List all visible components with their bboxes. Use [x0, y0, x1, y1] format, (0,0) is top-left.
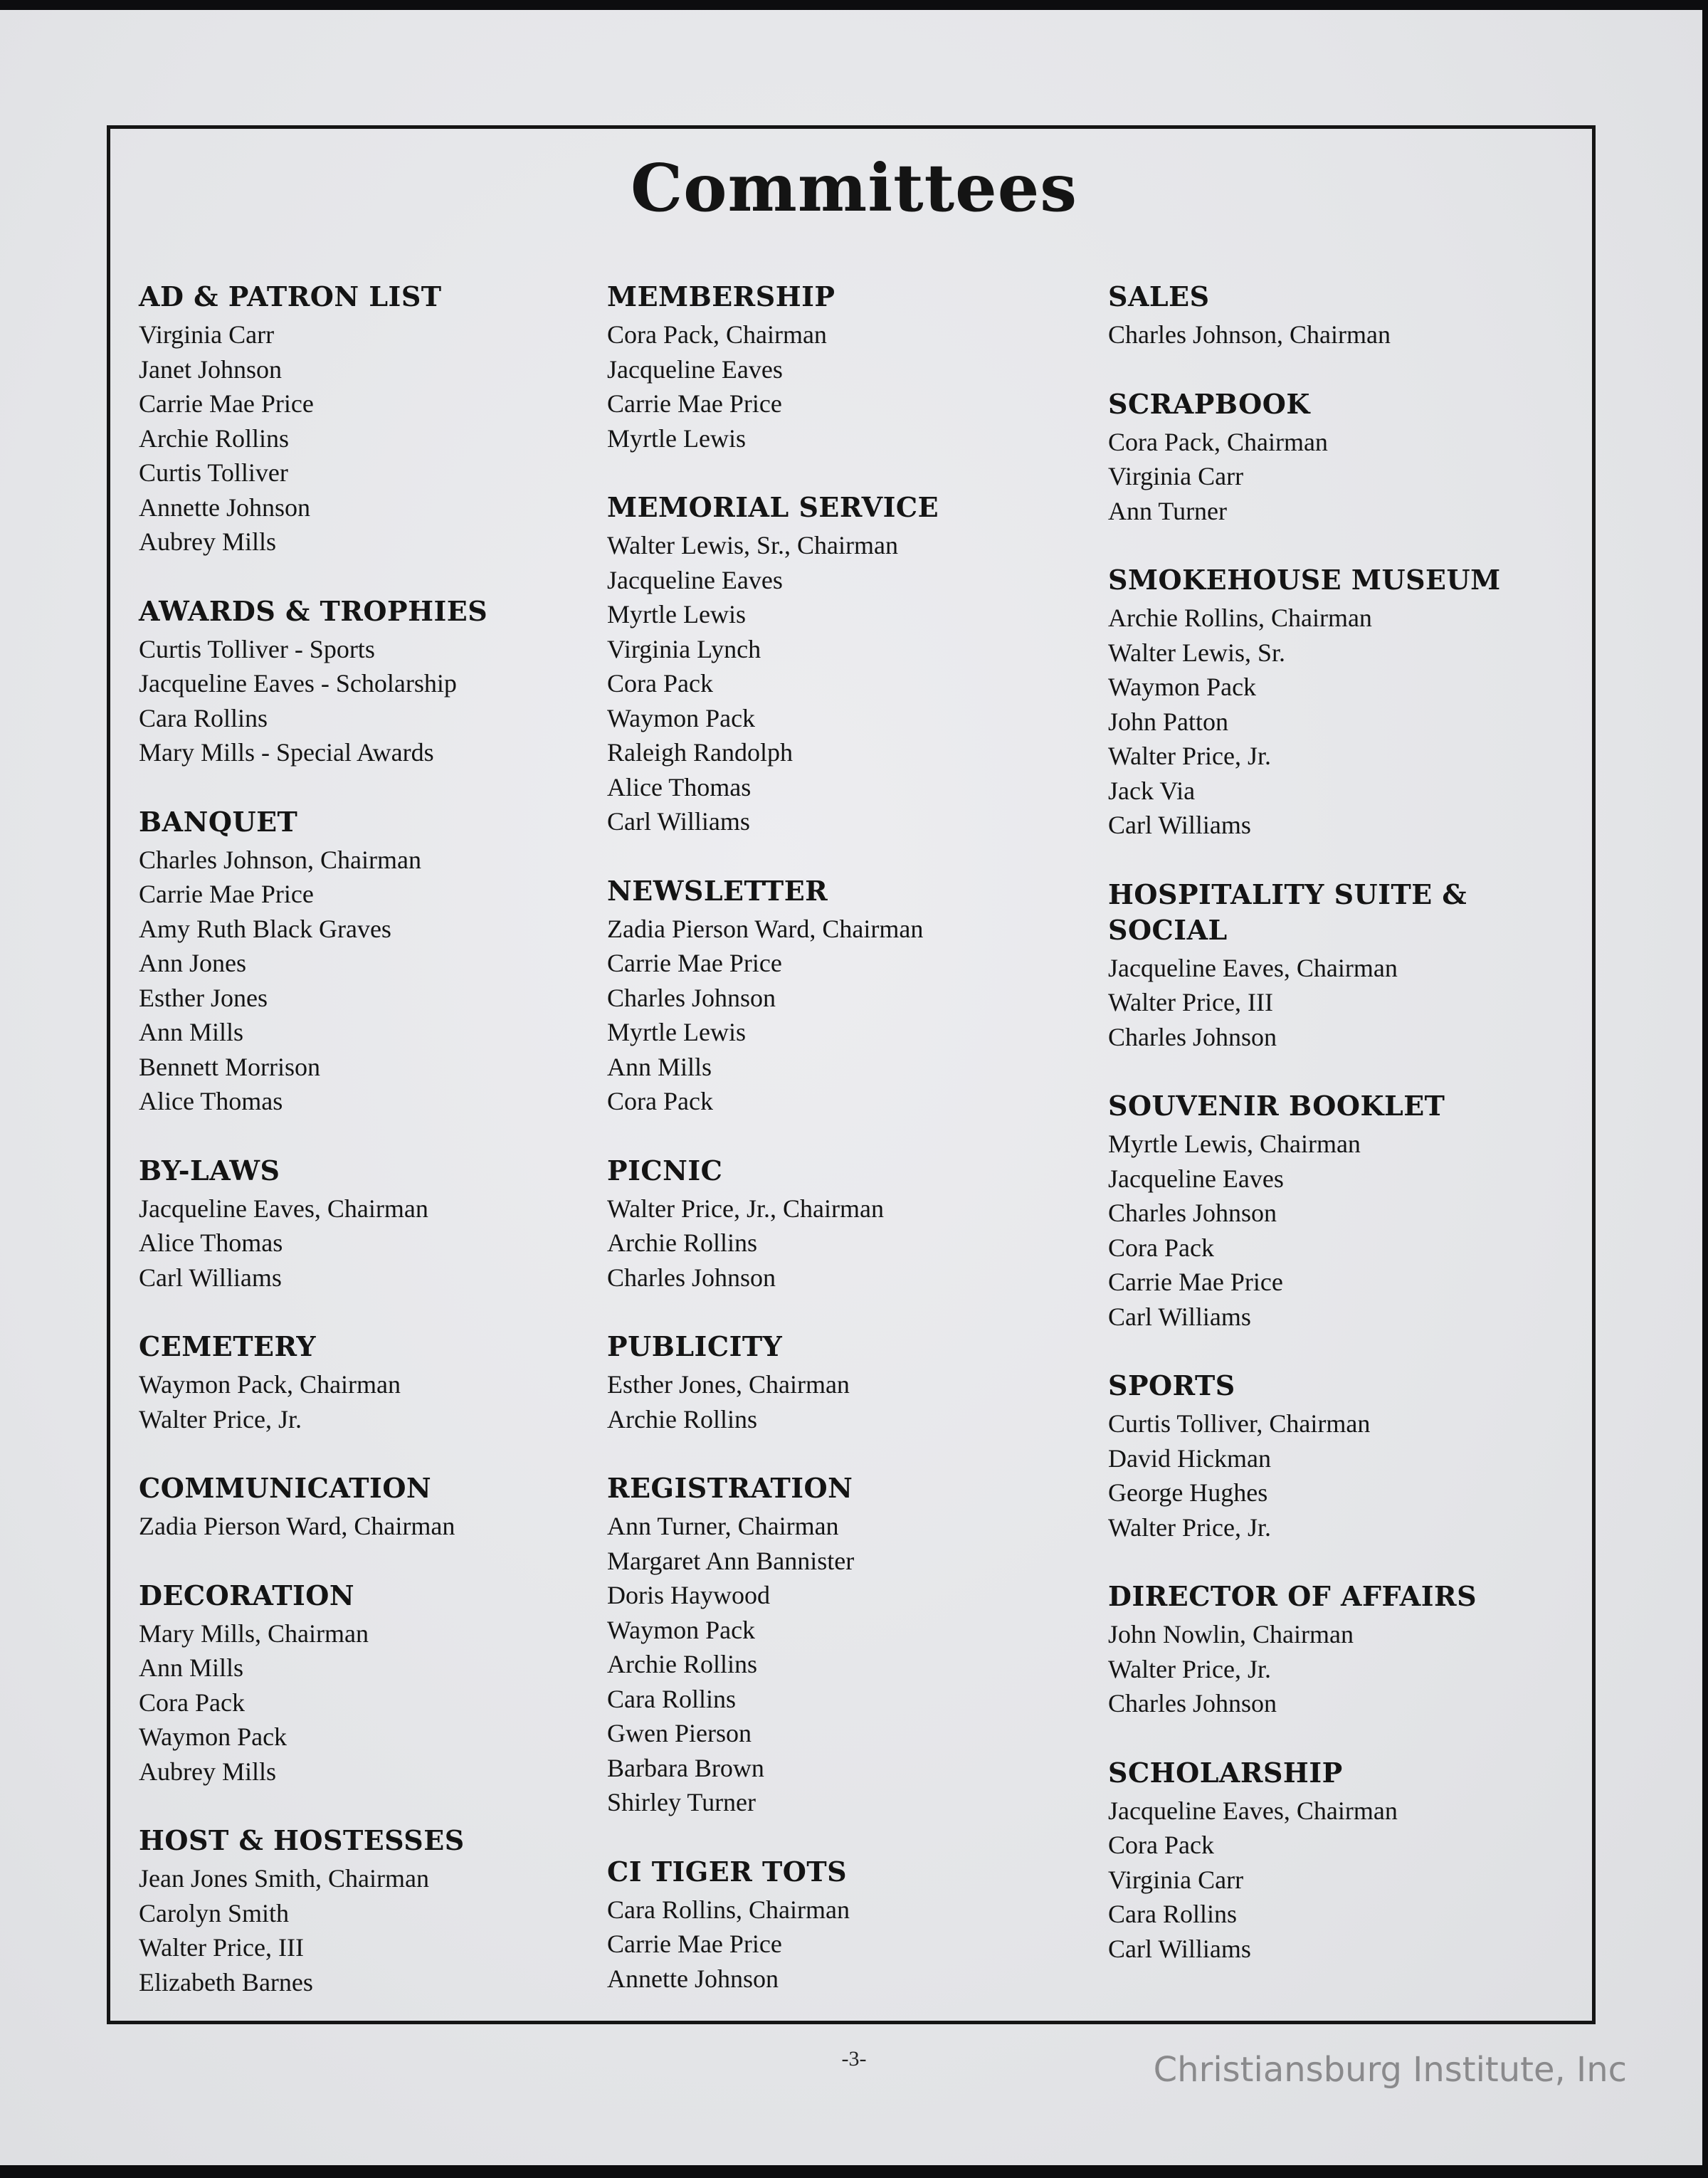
member-name: Raleigh Randolph — [607, 738, 793, 767]
member-name: Walter Lewis, Sr., Chairman — [607, 531, 899, 559]
committee-heading: MEMORIAL SERVICE — [607, 491, 939, 523]
member-name: Jacqueline Eaves — [1108, 1164, 1284, 1193]
member-name: Ann Jones — [139, 949, 246, 977]
member-name: Charles Johnson — [1108, 1199, 1277, 1227]
member-name: Cora Pack — [1108, 1233, 1214, 1262]
committee-heading: CI TIGER TOTS — [607, 1855, 848, 1888]
member-name: Annette Johnson — [139, 493, 310, 522]
committee-section — [1108, 279, 1507, 352]
member-list — [139, 632, 608, 770]
member-name: Myrtle Lewis, Chairman — [1108, 1130, 1361, 1158]
member-list — [1108, 1127, 1507, 1334]
committee-section — [607, 873, 1077, 1119]
member-list — [607, 1191, 1077, 1295]
member-name: John Nowlin, Chairman — [1108, 1620, 1354, 1648]
committee-heading: SCRAPBOOK — [1108, 387, 1310, 420]
member-name: Archie Rollins — [139, 424, 289, 453]
member-name: Charles Johnson — [1108, 1022, 1277, 1051]
member-name: Jacqueline Eaves, Chairman — [1108, 953, 1398, 982]
member-name: Ann Mills — [607, 1052, 712, 1081]
member-name: Virginia Carr — [139, 320, 275, 349]
member-name: Bennett Morrison — [139, 1052, 320, 1081]
member-name: Carrie Mae Price — [139, 389, 314, 418]
member-name: Waymon Pack, Chairman — [139, 1370, 401, 1399]
committee-section — [607, 1153, 1077, 1295]
committee-section — [1108, 877, 1507, 1055]
member-name: Zadia Pierson Ward, Chairman — [139, 1512, 455, 1540]
committee-section — [139, 1823, 608, 1999]
page-number: -3- — [841, 2047, 867, 2071]
committee-heading: BANQUET — [139, 805, 298, 838]
member-name: Curtis Tolliver - Sports — [139, 634, 375, 663]
member-name: Carolyn Smith — [139, 1898, 290, 1927]
member-name: Mary Mills - Special Awards — [139, 738, 434, 767]
member-name: Cara Rollins, Chairman — [607, 1895, 850, 1924]
committee-section — [1108, 562, 1507, 843]
committee-heading: SALES — [1108, 280, 1210, 312]
member-name: Virginia Carr — [1108, 1865, 1244, 1894]
member-name: Virginia Lynch — [607, 634, 761, 663]
committee-section — [1108, 386, 1507, 529]
committee-section — [139, 1471, 608, 1544]
member-name: Cora Pack — [1108, 1831, 1214, 1859]
member-name: Carl Williams — [139, 1263, 282, 1292]
committee-section — [139, 594, 608, 770]
member-name: Cora Pack, Chairman — [1108, 427, 1328, 456]
member-name: Curtis Tolliver, Chairman — [1108, 1409, 1371, 1438]
committee-heading: HOST & HOSTESSES — [139, 1824, 465, 1856]
member-name: Carl Williams — [1108, 811, 1251, 839]
committee-section — [607, 1854, 1077, 1996]
member-name: Amy Ruth Black Graves — [139, 914, 391, 943]
member-name: Curtis Tolliver — [139, 458, 288, 487]
member-list — [139, 843, 608, 1119]
committee-heading: CEMETERY — [139, 1330, 317, 1362]
member-name: Zadia Pierson Ward, Chairman — [607, 914, 924, 943]
committee-section — [1108, 1368, 1507, 1545]
committee-heading: PICNIC — [607, 1154, 723, 1187]
committee-heading: AD & PATRON LIST — [139, 280, 442, 312]
member-list — [607, 1367, 1077, 1436]
watermark-text: Christiansburg Institute, Inc — [1153, 2050, 1627, 2090]
member-name: Aubrey Mills — [139, 527, 276, 556]
member-name: Archie Rollins — [607, 1229, 757, 1257]
page-title: Committees — [630, 149, 1078, 226]
member-name: Waymon Pack — [139, 1722, 288, 1751]
committee-heading: REGISTRATION — [607, 1472, 853, 1504]
member-name: David Hickman — [1108, 1443, 1271, 1473]
committee-section — [1108, 1755, 1507, 1967]
committee-section — [139, 1153, 608, 1295]
member-name: Ann Mills — [139, 1018, 244, 1046]
committee-heading: COMMUNICATION — [139, 1472, 432, 1504]
member-name: Carl Williams — [607, 807, 750, 836]
member-name: Charles Johnson, Chairman — [1108, 320, 1391, 349]
member-name: Jacqueline Eaves, Chairman — [139, 1194, 428, 1223]
member-name: Elizabeth Barnes — [139, 1967, 313, 1996]
member-name: Gwen Pierson — [607, 1719, 752, 1747]
member-name: Jacqueline Eaves — [607, 354, 783, 384]
committee-section — [607, 1471, 1077, 1820]
member-name: Charles Johnson — [607, 983, 776, 1012]
committee-heading: SOUVENIR BOOKLET — [1108, 1090, 1445, 1122]
member-name: Carrie Mae Price — [607, 949, 782, 977]
member-name: Walter Price, III — [1108, 988, 1273, 1016]
member-name: John Patton — [1108, 707, 1229, 736]
member-name: Waymon Pack — [607, 703, 756, 732]
member-name: Alice Thomas — [607, 772, 752, 801]
member-list — [139, 1191, 608, 1295]
member-list — [139, 1509, 608, 1544]
committee-heading: DIRECTOR OF AFFAIRS — [1108, 1580, 1477, 1612]
committee-heading: HOSPITALITY SUITE & SOCIAL — [1108, 878, 1467, 946]
member-name: Barbara Brown — [607, 1753, 764, 1782]
member-name: Cora Pack — [607, 1087, 713, 1115]
member-name: Mary Mills, Chairman — [139, 1619, 369, 1648]
member-name: Carl Williams — [1108, 1302, 1251, 1331]
member-name: Carrie Mae Price — [1108, 1268, 1283, 1296]
member-name: Walter Price, Jr. — [1108, 1654, 1272, 1683]
member-name: Walter Price, Jr. — [1108, 1512, 1272, 1542]
member-list — [1108, 1794, 1507, 1967]
member-list — [1108, 317, 1507, 352]
committee-heading: AWARDS & TROPHIES — [139, 594, 488, 627]
member-name: Charles Johnson — [607, 1263, 776, 1292]
member-name: Archie Rollins, Chairman — [1108, 604, 1372, 632]
member-list — [607, 1509, 1077, 1820]
member-list — [1108, 951, 1507, 1055]
committee-section — [1108, 1579, 1507, 1721]
committee-section — [607, 279, 1077, 456]
member-name: Jack Via — [1108, 776, 1196, 805]
member-name: Carrie Mae Price — [607, 1930, 782, 1958]
member-name: Myrtle Lewis — [607, 424, 746, 453]
member-name: Doris Haywood — [607, 1581, 770, 1609]
committee-heading: BY-LAWS — [139, 1154, 280, 1187]
member-name: Carrie Mae Price — [139, 880, 314, 908]
member-list — [139, 1367, 608, 1436]
committee-heading: NEWSLETTER — [607, 874, 828, 907]
member-name: Carrie Mae Price — [607, 389, 782, 418]
member-name: Ann Mills — [139, 1653, 244, 1682]
member-list — [1108, 425, 1507, 529]
member-name: Cora Pack — [607, 669, 713, 698]
committee-column-middle — [607, 279, 1077, 2030]
committee-section — [1108, 1088, 1507, 1334]
member-name: Walter Price, Jr. — [139, 1404, 302, 1433]
member-name: Waymon Pack — [1108, 673, 1257, 701]
committee-heading: MEMBERSHIP — [607, 280, 835, 312]
member-name: George Hughes — [1108, 1478, 1268, 1507]
committee-column-right — [1108, 279, 1507, 2000]
member-name: Walter Price, Jr. — [1108, 742, 1272, 770]
member-list — [607, 528, 1077, 839]
member-name: Jean Jones Smith, Chairman — [139, 1864, 429, 1893]
member-name: Myrtle Lewis — [607, 600, 746, 628]
member-list — [1108, 1406, 1507, 1545]
member-name: Annette Johnson — [607, 1964, 779, 1993]
member-name: Alice Thomas — [139, 1229, 283, 1257]
member-list — [139, 1861, 608, 1999]
committee-column-left — [139, 279, 608, 2034]
member-name: Walter Lewis, Sr. — [1108, 638, 1286, 667]
member-name: Walter Price, Jr., Chairman — [607, 1194, 884, 1223]
member-name: Charles Johnson — [1108, 1689, 1277, 1717]
member-name: Archie Rollins — [607, 1404, 757, 1433]
member-name: Margaret Ann Bannister — [607, 1546, 855, 1575]
committee-section — [607, 490, 1077, 839]
committee-heading: DECORATION — [139, 1579, 355, 1611]
committee-section — [607, 1329, 1077, 1436]
member-name: Walter Price, III — [139, 1933, 304, 1962]
member-name: Jacqueline Eaves, Chairman — [1108, 1796, 1398, 1825]
member-name: Myrtle Lewis — [607, 1018, 746, 1046]
member-name: Cara Rollins — [139, 703, 268, 732]
member-name: Waymon Pack — [607, 1615, 756, 1644]
member-name: Alice Thomas — [139, 1087, 283, 1115]
member-name: Jacqueline Eaves - Scholarship — [139, 669, 457, 698]
member-name: Archie Rollins — [607, 1650, 757, 1678]
member-name: Esther Jones, Chairman — [607, 1370, 850, 1399]
member-list — [139, 1616, 608, 1789]
member-list — [607, 912, 1077, 1119]
member-name: Cara Rollins — [607, 1684, 736, 1713]
member-list — [1108, 601, 1507, 843]
committee-section — [139, 279, 608, 559]
member-name: Janet Johnson — [139, 354, 282, 384]
member-name: Ann Turner — [1108, 496, 1228, 525]
member-list — [607, 1893, 1077, 1996]
committee-heading: PUBLICITY — [607, 1330, 783, 1362]
member-name: Cora Pack — [139, 1688, 245, 1717]
member-name: Jacqueline Eaves — [607, 565, 783, 594]
member-list — [139, 317, 608, 559]
committee-heading: SMOKEHOUSE MUSEUM — [1108, 564, 1501, 596]
member-name: Shirley Turner — [607, 1788, 757, 1816]
member-name: Carl Williams — [1108, 1934, 1251, 1963]
member-list — [607, 317, 1077, 456]
committee-heading: SCHOLARSHIP — [1108, 1756, 1343, 1789]
member-name: Cora Pack, Chairman — [607, 320, 827, 349]
member-name: Esther Jones — [139, 983, 268, 1012]
committee-section — [139, 1578, 608, 1789]
committee-section — [139, 1329, 608, 1436]
member-list — [1108, 1617, 1507, 1721]
member-name: Aubrey Mills — [139, 1757, 276, 1786]
member-name: Virginia Carr — [1108, 462, 1244, 490]
member-name: Cara Rollins — [1108, 1900, 1237, 1928]
member-name: Charles Johnson, Chairman — [139, 845, 421, 874]
committee-section — [139, 804, 608, 1119]
member-name: Ann Turner, Chairman — [607, 1512, 839, 1540]
committee-heading: SPORTS — [1108, 1369, 1235, 1401]
